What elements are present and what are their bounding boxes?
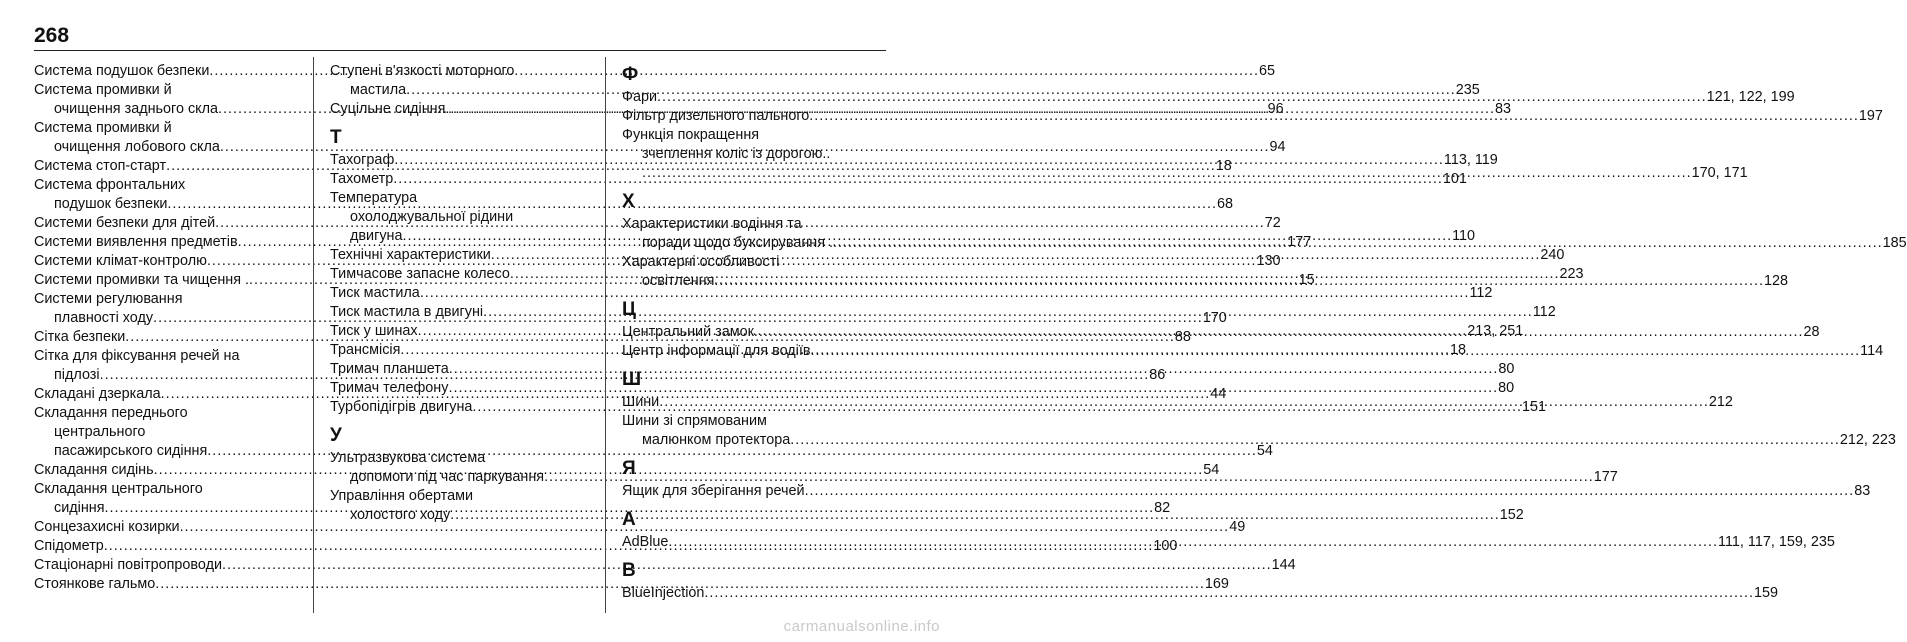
index-page-reference[interactable]: 159 [1754,585,1779,601]
index-page-reference[interactable]: 101 [1442,171,1467,187]
index-entry-text: Система промивки й [34,120,172,136]
index-page-reference[interactable]: 44 [1210,386,1227,402]
index-entry-text: Температура [330,190,418,206]
index-page-reference[interactable]: 197 [1858,108,1883,124]
index-entry-leader-row [622,482,1871,501]
index-page-reference[interactable]: 240 [1540,247,1565,263]
index-entry [622,412,1896,450]
index-page-reference[interactable]: 177 [1287,234,1312,250]
index-entry-text: Центр інформації для водіїв [622,343,811,359]
index-entry-text: Системи безпеки для дітей [34,215,216,231]
index-page-reference[interactable]: 144 [1271,557,1296,573]
dot-leader [449,360,1499,379]
index-entry-text: Сітка безпеки [34,329,126,345]
index-entry [34,518,1246,537]
index-page-reference[interactable]: 86 [1149,367,1166,383]
index-entry-text: Тиск у шинах [330,323,418,339]
index-entry-text: Системи регулювання [34,291,183,307]
index-page-reference[interactable]: 112 [1469,285,1493,301]
index-entry-text: Складання переднього [34,405,188,421]
index-page-reference[interactable]: 82 [1154,500,1171,516]
index-entry-text: допомоги під час паркування [350,469,545,485]
index-page-reference[interactable]: 96 [1267,101,1284,117]
index-entry-text: Трансмісія [330,342,401,358]
index-letter-heading: Ф [622,64,639,85]
index-entry-text: Сонцезахисні козирки [34,519,180,535]
index-entry-text: поради щодо буксирування . [642,235,834,251]
index-entry-leader-row [330,170,1467,189]
index-page-reference[interactable]: 49 [1229,519,1246,535]
index-entry-text: Турбопідігрів двигуна [330,399,473,415]
index-entry-text: Система стоп-старт [34,158,167,174]
index-entry-text: Шини зі спрямованим [622,413,767,429]
index-entry-text: Тахограф [330,152,395,168]
index-page-reference[interactable]: 213, 251 [1467,323,1524,339]
index-entry-text: Ящик для зберігання речей [622,483,805,499]
index-entry [330,170,1467,189]
index-page-reference[interactable]: 185 [1882,235,1907,251]
index-page-reference[interactable]: 113, 119 [1443,152,1498,168]
index-entry-text: Спідометр [34,538,104,554]
index-entry-text: підлозі [54,367,100,383]
index-entry-text: двигуна [350,228,403,244]
index-entry-text: Складання центрального [34,481,203,497]
index-page-reference[interactable]: 169 [1204,576,1229,592]
index-entry-text: Сітка для фіксування речей на [34,348,240,364]
dot-leader [754,323,1804,342]
dot-leader [657,88,1707,107]
index-entry-text: Стоянкове гальмо [34,576,156,592]
index-entry-text: Системи промивки та чищення . [34,272,250,288]
dot-leader [790,431,1840,450]
index-page-reference[interactable]: 128 [1764,273,1789,289]
index-entry-leader-row [34,556,1296,575]
index-page-reference[interactable]: 151 [1522,399,1547,415]
index-entry-text: BlueInjection [622,585,705,601]
index-entry-text: пасажирського сидіння [54,443,208,459]
index-entry-text: Система фронтальних [34,177,186,193]
index-page-reference[interactable]: 54 [1203,462,1220,478]
index-entry-text: Система подушок безпеки [34,63,210,79]
index-entry-text: Характеристики водіння та [622,216,802,232]
index-page-reference[interactable]: 170, 171 [1691,165,1748,181]
index-entry [622,482,1871,501]
index-page-reference[interactable]: 152 [1499,507,1524,523]
index-entry-leader-row [330,284,1493,303]
index-entry-leader-row [622,431,1896,450]
index-page-reference[interactable]: 235 [1455,82,1480,98]
index-page-reference[interactable]: 111, 117, 159, 235 [1718,534,1835,550]
index-page-reference[interactable]: 80 [1498,380,1515,396]
index-entry-text: Ступені в'язкості моторного [330,63,515,79]
dot-leader [833,234,1883,253]
index-page-reference[interactable]: 83 [1495,101,1512,117]
header-rule [34,50,886,51]
index-entry-text: Шини [622,394,660,410]
index-page-reference[interactable]: 54 [1256,443,1273,459]
index-entry-text: Тримач телефону [330,380,449,396]
index-page-reference[interactable]: 121, 122, 199 [1706,89,1795,105]
index-entry-text: Суцільне сидіння [330,101,446,117]
index-entry-text: Системи клімат-контролю [34,253,207,269]
watermark: carmanualsonline.info [783,618,940,635]
index-entry-text: Технічні характеристики [330,247,491,263]
index-page-reference[interactable]: 212 [1708,394,1733,410]
index-entry-text: освітлення [642,273,715,289]
index-page-reference[interactable]: 130 [1256,253,1281,269]
index-entry-text: Функція покращення [622,127,760,143]
index-page-reference[interactable]: 18 [1450,342,1467,358]
dot-leader [805,482,1855,501]
index-page-reference[interactable]: 65 [1259,63,1276,79]
index-entry [330,284,1493,303]
index-entry-leader-row [34,518,1246,537]
dot-leader [642,164,1692,183]
index-entry-text: Тиск мастила [330,285,420,301]
index-entry [34,556,1296,575]
index-entry-text: охолоджувальної рідини [350,209,514,225]
index-entry-text: подушок безпеки [54,196,168,212]
index-entry-text: Тимчасове запасне колесо [330,266,510,282]
index-page-reference[interactable]: 18 [1215,158,1232,174]
dot-leader [668,533,1718,552]
index-page-reference[interactable]: 94 [1269,139,1286,155]
index-entry-text: Центральний замок [622,324,754,340]
index-page-reference[interactable]: 80 [1498,361,1515,377]
column-divider [605,57,606,613]
index-page-reference[interactable]: 72 [1264,215,1281,231]
index-entry-text: очищення заднього скла [54,101,219,117]
index-entry-text: Система промивки й [34,82,172,98]
dot-leader [714,272,1764,291]
index-entry-text: плавності ходу [54,310,154,326]
index-page-reference[interactable]: 114 [1860,343,1884,359]
index-entry-text: Тиск мастила в двигуні [330,304,484,320]
index-letter-heading: У [330,425,342,446]
index-entry-text: Фари [622,89,657,105]
index-page-reference[interactable]: 68 [1217,196,1234,212]
index-letter-heading: Ц [622,299,636,320]
index-entry-text: сидіння [54,500,105,516]
index-entry-text: Системи виявлення предметів [34,234,238,250]
index-entry-text: Тахометр [330,171,394,187]
index-page-reference[interactable]: 223 [1559,266,1584,282]
index-entry-text: Управління обертами [330,488,474,504]
column-divider [313,57,314,613]
index-page-reference[interactable]: 177 [1593,469,1618,485]
index-entry-text: мастила [350,82,407,98]
index-entry-text: Складані дзеркала [34,386,161,402]
index-entry-text: Фільтр дизельного пального [622,108,810,124]
dot-leader [809,107,1859,126]
index-entry-text: центрального [54,424,146,440]
index-letter-heading: Х [622,191,635,212]
index-page-reference[interactable]: 88 [1174,329,1191,345]
dot-leader [450,506,1500,525]
index-letter-heading: Я [622,458,636,479]
index-page-reference[interactable]: 112 [1532,304,1556,320]
index-entry-text: Тримач планшета [330,361,449,377]
index-page-reference[interactable]: 212, 223 [1839,432,1896,448]
index-page-reference[interactable]: 15 [1298,272,1315,288]
dot-leader [704,584,1754,603]
index-letter-heading: Т [330,127,342,148]
index-letter-heading: A [622,509,636,530]
dot-leader [659,393,1709,412]
index-page-reference[interactable]: 110 [1452,228,1476,244]
index-page-reference[interactable]: 170 [1202,310,1227,326]
dot-leader [811,342,1861,361]
index-letter-heading: B [622,560,636,581]
index-entry-text: зчеплення коліс із дорогою.. [642,146,831,162]
index-entry-text: холостого ходу [350,507,451,523]
index-page-reference[interactable]: 83 [1854,483,1871,499]
index-letter-heading: Ш [622,369,642,390]
index-entry-text: Ультразвукова система [330,450,486,466]
index-page-reference[interactable]: 100 [1153,538,1178,554]
index-entry-text: очищення лобового скла [54,139,220,155]
index-entry-text: Характерні особливості [622,254,780,270]
index-entry-text: малюнком протектора [642,432,791,448]
index-entry-text: Стаціонарні повітропроводи [34,557,223,573]
index-page-reference[interactable]: 28 [1803,324,1820,340]
page-number: 268 [34,24,70,47]
index-entry-text: AdBlue [622,534,669,550]
index-entry-text: Складання сидінь [34,462,154,478]
